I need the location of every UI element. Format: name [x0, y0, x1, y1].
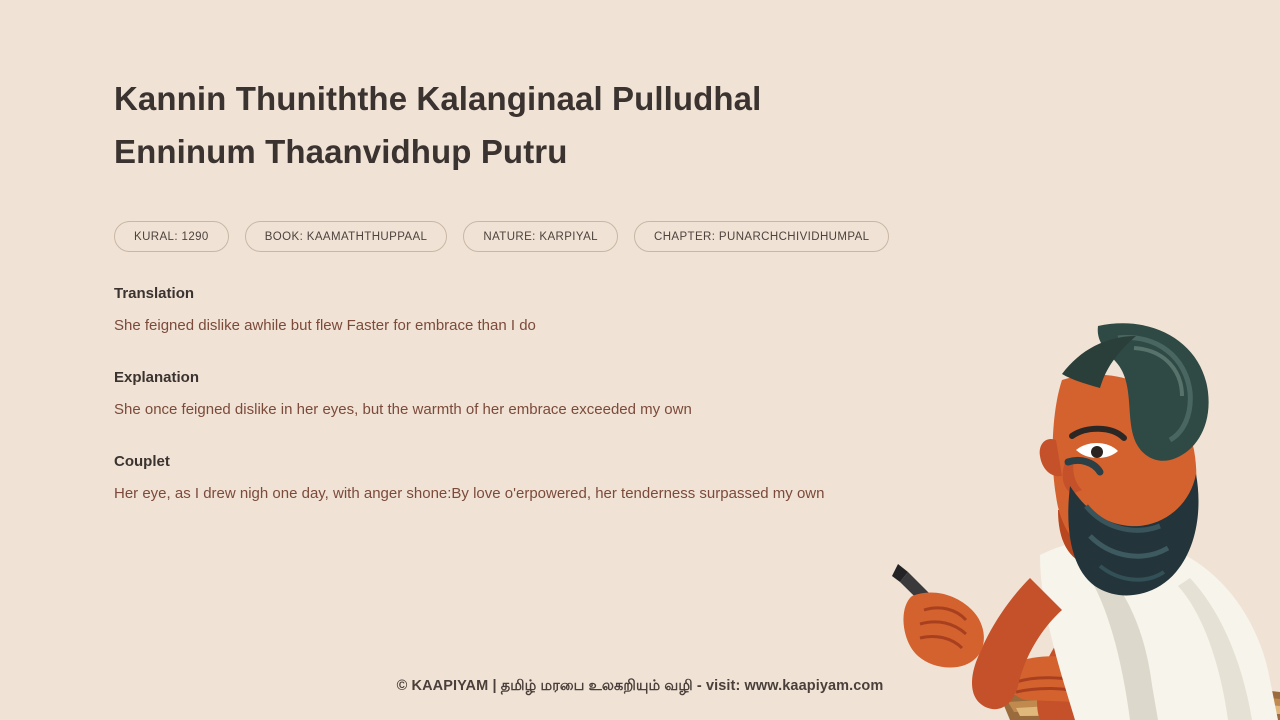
hair-bun	[1062, 323, 1209, 461]
section-couplet	[114, 453, 934, 504]
tag-kural-number[interactable]: KURAL: 1290	[114, 221, 229, 252]
kural-content	[114, 72, 934, 504]
section-explanation-label: Explanation	[114, 369, 200, 386]
metadata-tag-row	[114, 221, 934, 252]
head-and-face	[1040, 375, 1197, 566]
page-title	[114, 72, 874, 178]
section-explanation	[114, 369, 934, 420]
tag-book[interactable]: BOOK: KAAMATHTHUPPAAL	[245, 221, 448, 252]
section-couplet-label: Couplet	[114, 453, 170, 470]
beard	[1068, 460, 1199, 595]
section-explanation-text: She once feigned dislike in her eyes, but the warmth of her embrace exceeded my own	[114, 401, 692, 418]
kural-title-line-2: Enninum Thaanvidhup Putru	[114, 133, 568, 170]
section-couplet-text: Her eye, as I drew nigh one day, with anger shone:By love o'erpowered, her tenderness surpassed my own	[114, 485, 825, 502]
thiruvalluvar-illustration	[890, 310, 1280, 720]
footer-credit: © KAAPIYAM | தமிழ் மரபை உலகறியும் வழி - visit: www.kaapiyam.com	[396, 678, 884, 694]
ear	[1040, 439, 1062, 476]
tag-chapter[interactable]: CHAPTER: PUNARCHCHIVIDHUMPAL	[634, 221, 889, 252]
tag-nature[interactable]: NATURE: KARPIYAL	[463, 221, 618, 252]
kural-title-line-1: Kannin Thuniththe Kalanginaal Pulludhal	[114, 80, 762, 117]
section-translation-text: She feigned dislike awhile but flew Faster for embrace than I do	[114, 317, 536, 334]
section-translation	[114, 285, 934, 336]
stylus	[900, 572, 978, 651]
right-arm	[1006, 610, 1239, 720]
section-translation-label: Translation	[114, 285, 195, 302]
